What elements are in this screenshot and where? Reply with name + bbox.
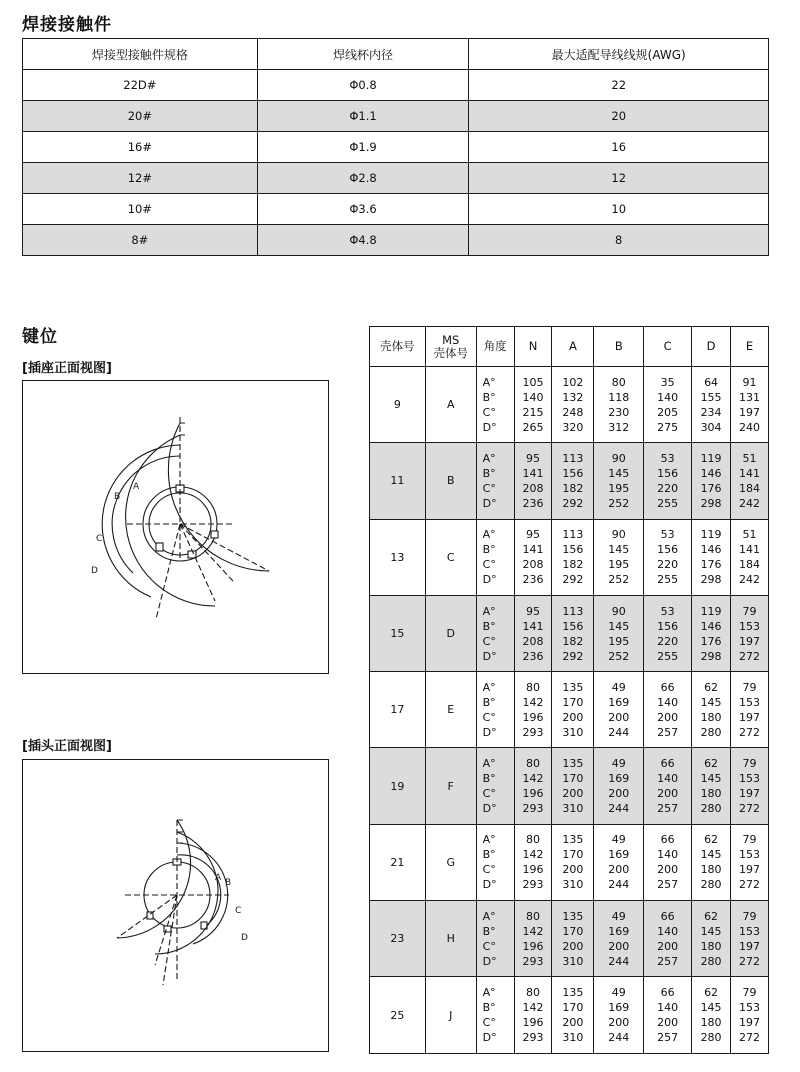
- arc-label-d: D: [241, 933, 248, 943]
- table-row: [370, 824, 769, 900]
- solder-contact-table: [22, 38, 769, 256]
- angle-line: [180, 524, 215, 601]
- cell-spec: 10#: [23, 194, 258, 225]
- table-row: [23, 70, 769, 101]
- receptacle-diagram-svg: [23, 381, 330, 675]
- table-row: [23, 101, 769, 132]
- table-row: [370, 595, 769, 671]
- arc-C: [126, 435, 215, 606]
- table-row: [370, 367, 769, 443]
- cell-n: 95 141 208 236: [514, 443, 552, 519]
- cell-d: 62 145 180 280: [692, 977, 731, 1053]
- cell-c: 66 140 200 257: [644, 977, 692, 1053]
- cell-b: 49 169 200 244: [594, 672, 644, 748]
- arc-A: [112, 456, 180, 573]
- cell-ms: A: [425, 367, 476, 443]
- cell-awg: 20: [469, 101, 769, 132]
- cell-e: 79 153 197 272: [731, 977, 769, 1053]
- arc-label-a: A: [133, 482, 140, 492]
- cell-c: 53 156 220 255: [644, 443, 692, 519]
- cell-c: 35 140 205 275: [644, 367, 692, 443]
- cell-d: 62 145 180 280: [692, 748, 731, 824]
- keying-angle-table: [369, 326, 769, 1054]
- arc-D: [117, 820, 191, 938]
- cell-b: 49 169 200 244: [594, 977, 644, 1053]
- arc-A: [177, 855, 221, 925]
- cell-awg: 8: [469, 225, 769, 256]
- cell-diameter: Φ1.9: [257, 132, 469, 163]
- cell-n: 80 142 196 293: [514, 977, 552, 1053]
- receptacle-view-label: [插座正面视图]: [22, 361, 112, 376]
- arc-D: [168, 423, 269, 571]
- cell-angle-labels: A° B° C° D°: [476, 595, 514, 671]
- cell-awg: 10: [469, 194, 769, 225]
- key-table-header-row: [370, 327, 769, 367]
- solder-section-title: 焊接接触件: [22, 15, 112, 35]
- cell-b: 49 169 200 244: [594, 901, 644, 977]
- solder-table-header-row: [23, 39, 769, 70]
- cell-awg: 22: [469, 70, 769, 101]
- cell-b: 49 169 200 244: [594, 748, 644, 824]
- cell-spec: 8#: [23, 225, 258, 256]
- arc-tick: [180, 423, 185, 435]
- cell-shell: 25: [370, 977, 426, 1053]
- header-key-e: E: [731, 327, 769, 367]
- cell-c: 53 156 220 255: [644, 595, 692, 671]
- cell-c: 66 140 200 257: [644, 748, 692, 824]
- cell-angle-labels: A° B° C° D°: [476, 672, 514, 748]
- arc-label-c: C: [96, 534, 103, 544]
- arc-label-c: C: [235, 906, 242, 916]
- cell-c: 66 140 200 257: [644, 824, 692, 900]
- header-max-awg: 最大适配导线线规(AWG): [469, 39, 769, 70]
- cell-shell: 21: [370, 824, 426, 900]
- table-row: [370, 901, 769, 977]
- cell-a: 135 170 200 310: [552, 824, 594, 900]
- cell-angle-labels: A° B° C° D°: [476, 901, 514, 977]
- cell-a: 135 170 200 310: [552, 748, 594, 824]
- cell-diameter: Φ3.6: [257, 194, 469, 225]
- cell-b: 49 169 200 244: [594, 824, 644, 900]
- cell-e: 91 131 197 240: [731, 367, 769, 443]
- cell-n: 80 142 196 293: [514, 824, 552, 900]
- cell-a: 135 170 200 310: [552, 672, 594, 748]
- cell-n: 95 141 208 236: [514, 519, 552, 595]
- cell-ms: B: [425, 443, 476, 519]
- cell-n: 80 142 196 293: [514, 672, 552, 748]
- cell-d: 64 155 234 304: [692, 367, 731, 443]
- cell-e: 51 141 184 242: [731, 443, 769, 519]
- cell-spec: 22D#: [23, 70, 258, 101]
- cell-angle-labels: A° B° C° D°: [476, 977, 514, 1053]
- header-key-a: A: [552, 327, 594, 367]
- cell-n: 80 142 196 293: [514, 901, 552, 977]
- cell-shell: 23: [370, 901, 426, 977]
- table-row: [370, 672, 769, 748]
- arc-label-d: D: [91, 566, 98, 576]
- cell-shell: 13: [370, 519, 426, 595]
- cell-d: 62 145 180 280: [692, 824, 731, 900]
- cell-angle-labels: A° B° C° D°: [476, 519, 514, 595]
- cell-ms: H: [425, 901, 476, 977]
- arc-label-a: A: [215, 873, 222, 883]
- cell-b: 80 118 230 312: [594, 367, 644, 443]
- cell-ms: E: [425, 672, 476, 748]
- angle-line: [155, 895, 177, 965]
- header-contact-spec: 焊接型接触件规格: [23, 39, 258, 70]
- arc-tick: [177, 820, 183, 843]
- cell-d: 119 146 176 298: [692, 519, 731, 595]
- table-row: [23, 225, 769, 256]
- cell-ms: G: [425, 824, 476, 900]
- cell-shell: 9: [370, 367, 426, 443]
- plug-diagram-svg: [23, 760, 330, 1053]
- header-ms-shell-size: MS 壳体号: [425, 327, 476, 367]
- cell-c: 66 140 200 257: [644, 672, 692, 748]
- table-row: [23, 194, 769, 225]
- cell-c: 53 156 220 255: [644, 519, 692, 595]
- cell-diameter: Φ0.8: [257, 70, 469, 101]
- cell-ms: J: [425, 977, 476, 1053]
- key-section-title: 键位: [22, 327, 58, 347]
- header-key-n: N: [514, 327, 552, 367]
- cell-e: 79 153 197 272: [731, 672, 769, 748]
- cell-b: 90 145 195 252: [594, 443, 644, 519]
- cell-a: 102 132 248 320: [552, 367, 594, 443]
- key-notch: [156, 543, 163, 551]
- header-key-c: C: [644, 327, 692, 367]
- receptacle-front-view-diagram: [22, 380, 329, 674]
- header-angle: 角度: [476, 327, 514, 367]
- cell-e: 79 153 197 272: [731, 595, 769, 671]
- header-cup-diameter: 焊线杯内径: [257, 39, 469, 70]
- angle-line: [180, 524, 269, 571]
- cell-e: 79 153 197 272: [731, 748, 769, 824]
- key-tab: [164, 926, 171, 932]
- cell-angle-labels: A° B° C° D°: [476, 824, 514, 900]
- cell-a: 113 156 182 292: [552, 595, 594, 671]
- angle-line: [156, 524, 180, 619]
- plug-view-label: [插头正面视图]: [22, 739, 112, 754]
- table-row: [23, 163, 769, 194]
- cell-spec: 20#: [23, 101, 258, 132]
- cell-a: 135 170 200 310: [552, 977, 594, 1053]
- cell-awg: 16: [469, 132, 769, 163]
- cell-d: 62 145 180 280: [692, 672, 731, 748]
- cell-n: 105 140 215 265: [514, 367, 552, 443]
- cell-awg: 12: [469, 163, 769, 194]
- cell-d: 62 145 180 280: [692, 901, 731, 977]
- plug-front-view-diagram: [22, 759, 329, 1052]
- cell-c: 66 140 200 257: [644, 901, 692, 977]
- cell-ms: D: [425, 595, 476, 671]
- cell-n: 80 142 196 293: [514, 748, 552, 824]
- cell-e: 51 141 184 242: [731, 519, 769, 595]
- table-row: [23, 132, 769, 163]
- cell-d: 119 146 176 298: [692, 595, 731, 671]
- arc-label-b: B: [225, 878, 232, 888]
- cell-angle-labels: A° B° C° D°: [476, 443, 514, 519]
- key-notch: [211, 531, 218, 538]
- cell-angle-labels: A° B° C° D°: [476, 367, 514, 443]
- header-shell-size: 壳体号: [370, 327, 426, 367]
- cell-n: 95 141 208 236: [514, 595, 552, 671]
- table-row: [370, 519, 769, 595]
- cell-d: 119 146 176 298: [692, 443, 731, 519]
- cell-diameter: Φ2.8: [257, 163, 469, 194]
- cell-shell: 17: [370, 672, 426, 748]
- table-row: [370, 748, 769, 824]
- cell-a: 135 170 200 310: [552, 901, 594, 977]
- cell-e: 79 153 197 272: [731, 901, 769, 977]
- cell-spec: 16#: [23, 132, 258, 163]
- cell-shell: 15: [370, 595, 426, 671]
- table-row: [370, 443, 769, 519]
- cell-diameter: Φ4.8: [257, 225, 469, 256]
- table-row: [370, 977, 769, 1053]
- cell-ms: C: [425, 519, 476, 595]
- cell-diameter: Φ1.1: [257, 101, 469, 132]
- cell-ms: F: [425, 748, 476, 824]
- cell-shell: 19: [370, 748, 426, 824]
- cell-shell: 11: [370, 443, 426, 519]
- header-key-d: D: [692, 327, 731, 367]
- header-key-b: B: [594, 327, 644, 367]
- cell-e: 79 153 197 272: [731, 824, 769, 900]
- cell-a: 113 156 182 292: [552, 443, 594, 519]
- cell-angle-labels: A° B° C° D°: [476, 748, 514, 824]
- cell-spec: 12#: [23, 163, 258, 194]
- arc-label-b: B: [114, 492, 121, 502]
- cell-b: 90 145 195 252: [594, 595, 644, 671]
- cell-b: 90 145 195 252: [594, 519, 644, 595]
- cell-a: 113 156 182 292: [552, 519, 594, 595]
